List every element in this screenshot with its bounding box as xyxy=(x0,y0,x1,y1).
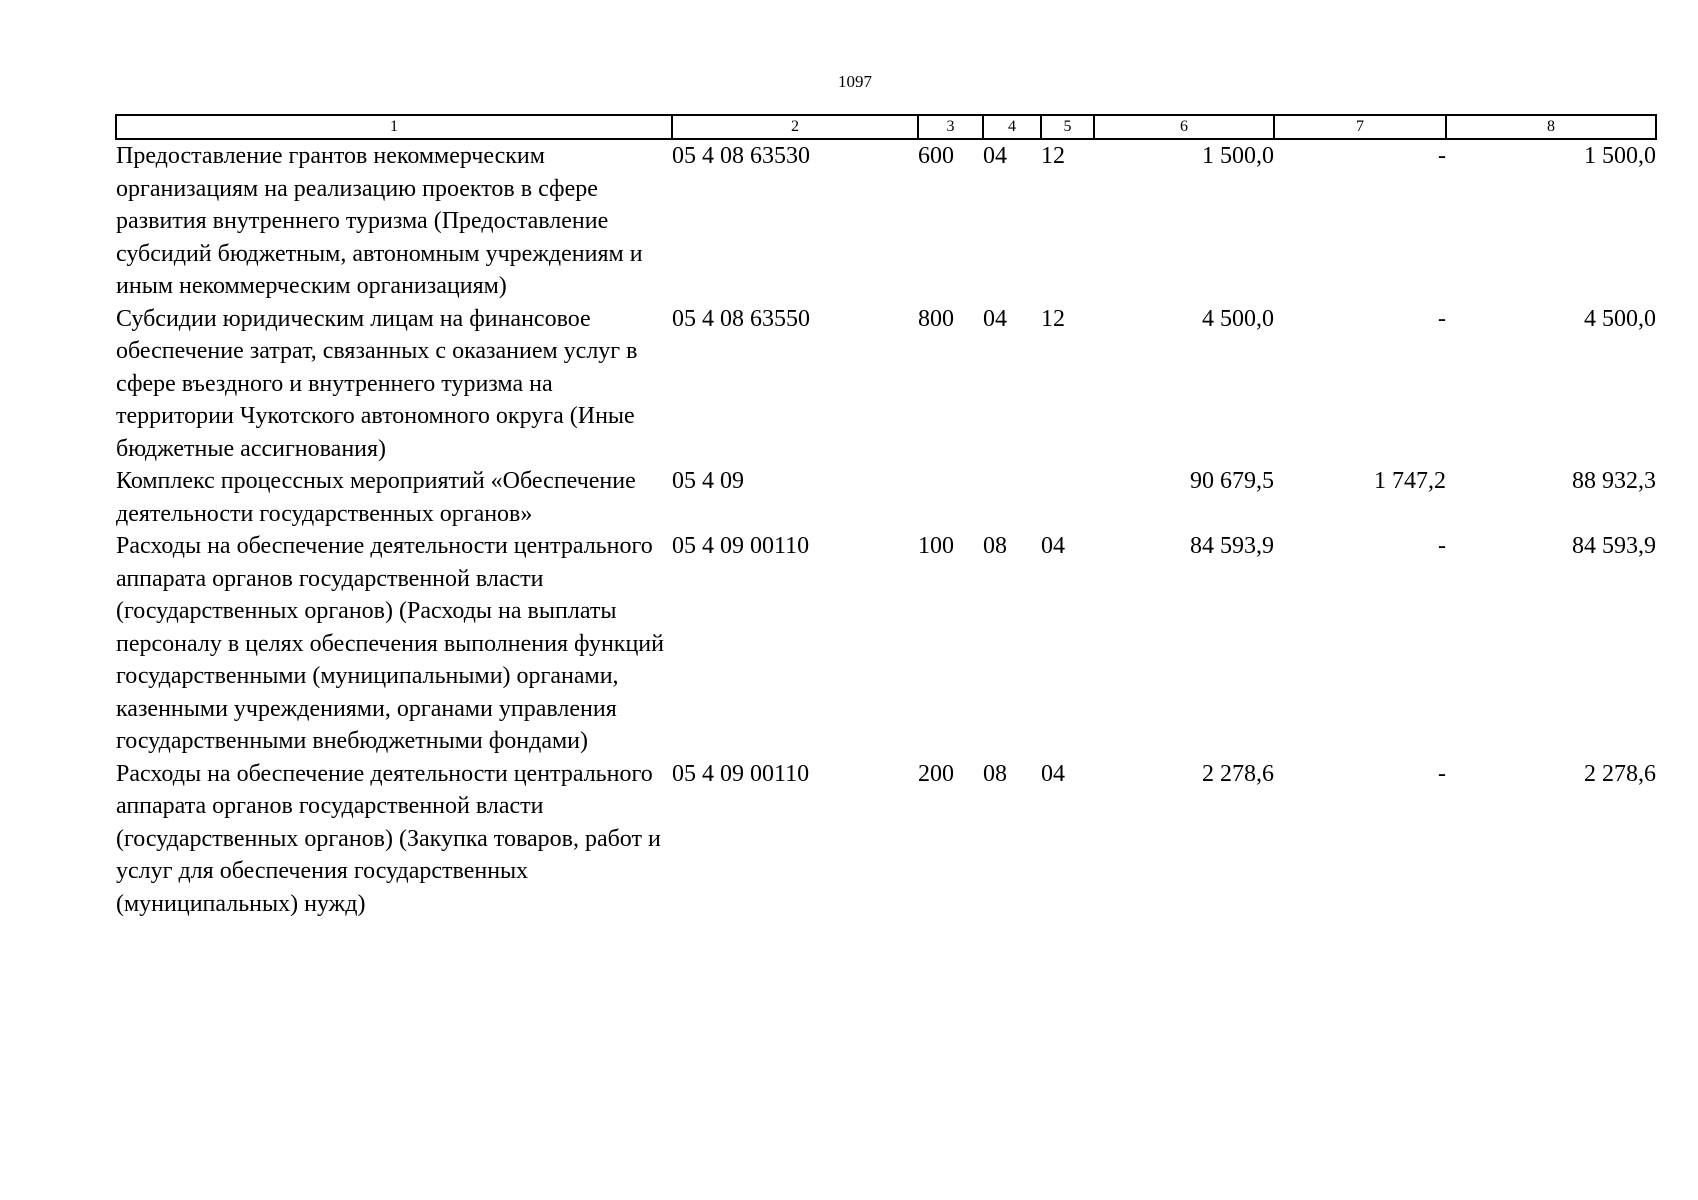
row-name: Субсидии юридическим лицам на финансовое обеспечение затрат, связанных с оказанием услуг в сфере въездного и внутреннего туризма на территории Чукотского автономного округа (Иные бюджетные ассигнования) xyxy=(116,305,638,462)
total-amount: 90 679,5 xyxy=(1190,468,1274,494)
column-7-amount: - xyxy=(1438,143,1446,169)
subsection-code: 04 xyxy=(1041,760,1065,787)
row-name: Предоставление грантов некоммерческим организациям на реализацию проектов в сфере развития внутреннего туризма (Предоставление субсидий бюджетным, автономным учреждениям и иным некоммерческим организациям) xyxy=(116,143,643,299)
subsection-code: 12 xyxy=(1041,143,1065,169)
expense-type-code xyxy=(918,465,983,530)
subsection-code: 04 xyxy=(1041,533,1065,559)
target-article-code: 05 4 08 63550 xyxy=(672,305,810,332)
expense-type-code: 200 xyxy=(918,760,954,787)
page-number: 1097 xyxy=(838,72,872,91)
total-amount: 4 500,0 xyxy=(1202,305,1274,332)
column-8-amount: 2 278,6 xyxy=(1584,760,1656,787)
row-name: Расходы на обеспечение деятельности центрального аппарата органов государственной власти (государственных органов) (Расходы на выплаты персоналу в целях обеспечения выполнения функций государственными (муниципальными) органами, казенными учреждениями, органами управления государственными внебюджетными фондами) xyxy=(116,533,664,754)
column-7-amount: - xyxy=(1438,760,1446,787)
column-header-6: 6 xyxy=(1094,115,1274,139)
column-header-7: 7 xyxy=(1274,115,1446,139)
section-code: 08 xyxy=(983,533,1007,559)
column-7-amount: 1 747,2 xyxy=(1374,468,1446,494)
table-row xyxy=(116,303,1656,466)
column-number-header-row xyxy=(116,115,1656,139)
total-amount: 2 278,6 xyxy=(1202,760,1274,787)
total-amount: 84 593,9 xyxy=(1190,533,1274,559)
section-code xyxy=(983,465,1041,530)
column-header-5: 5 xyxy=(1041,115,1094,139)
column-7-amount: - xyxy=(1438,305,1446,332)
row-name: Комплекс процессных мероприятий «Обеспечение деятельности государственных органов» xyxy=(116,468,636,527)
column-8-amount: 1 500,0 xyxy=(1584,143,1656,169)
table-row xyxy=(116,465,1656,530)
expense-type-code: 800 xyxy=(918,305,954,332)
budget-table xyxy=(115,114,1657,920)
column-header-8: 8 xyxy=(1446,115,1656,139)
column-8-amount: 84 593,9 xyxy=(1572,533,1656,559)
subsection-code: 12 xyxy=(1041,305,1065,332)
total-amount: 1 500,0 xyxy=(1202,143,1274,169)
column-header-4: 4 xyxy=(983,115,1041,139)
table-row xyxy=(116,530,1656,758)
section-code: 04 xyxy=(983,305,1007,332)
expense-type-code: 600 xyxy=(918,143,954,169)
target-article-code: 05 4 08 63530 xyxy=(672,143,810,169)
section-code: 04 xyxy=(983,143,1007,169)
target-article-code: 05 4 09 00110 xyxy=(672,533,810,559)
subsection-code xyxy=(1041,465,1094,530)
column-8-amount: 88 932,3 xyxy=(1572,468,1656,494)
target-article-code: 05 4 09 xyxy=(672,468,744,494)
column-7-amount: - xyxy=(1438,533,1446,559)
section-code: 08 xyxy=(983,760,1007,787)
column-header-2: 2 xyxy=(672,115,918,139)
table-row xyxy=(116,758,1656,921)
column-8-amount: 4 500,0 xyxy=(1584,305,1656,332)
table-row xyxy=(116,139,1656,303)
column-header-1: 1 xyxy=(116,115,672,139)
column-header-3: 3 xyxy=(918,115,983,139)
expense-type-code: 100 xyxy=(918,533,954,559)
row-name: Расходы на обеспечение деятельности центрального аппарата органов государственной власти (государственных органов) (Закупка товаров, работ и услуг для обеспечения государственных (муниципальных) нужд) xyxy=(116,760,661,917)
target-article-code: 05 4 09 00110 xyxy=(672,760,810,787)
